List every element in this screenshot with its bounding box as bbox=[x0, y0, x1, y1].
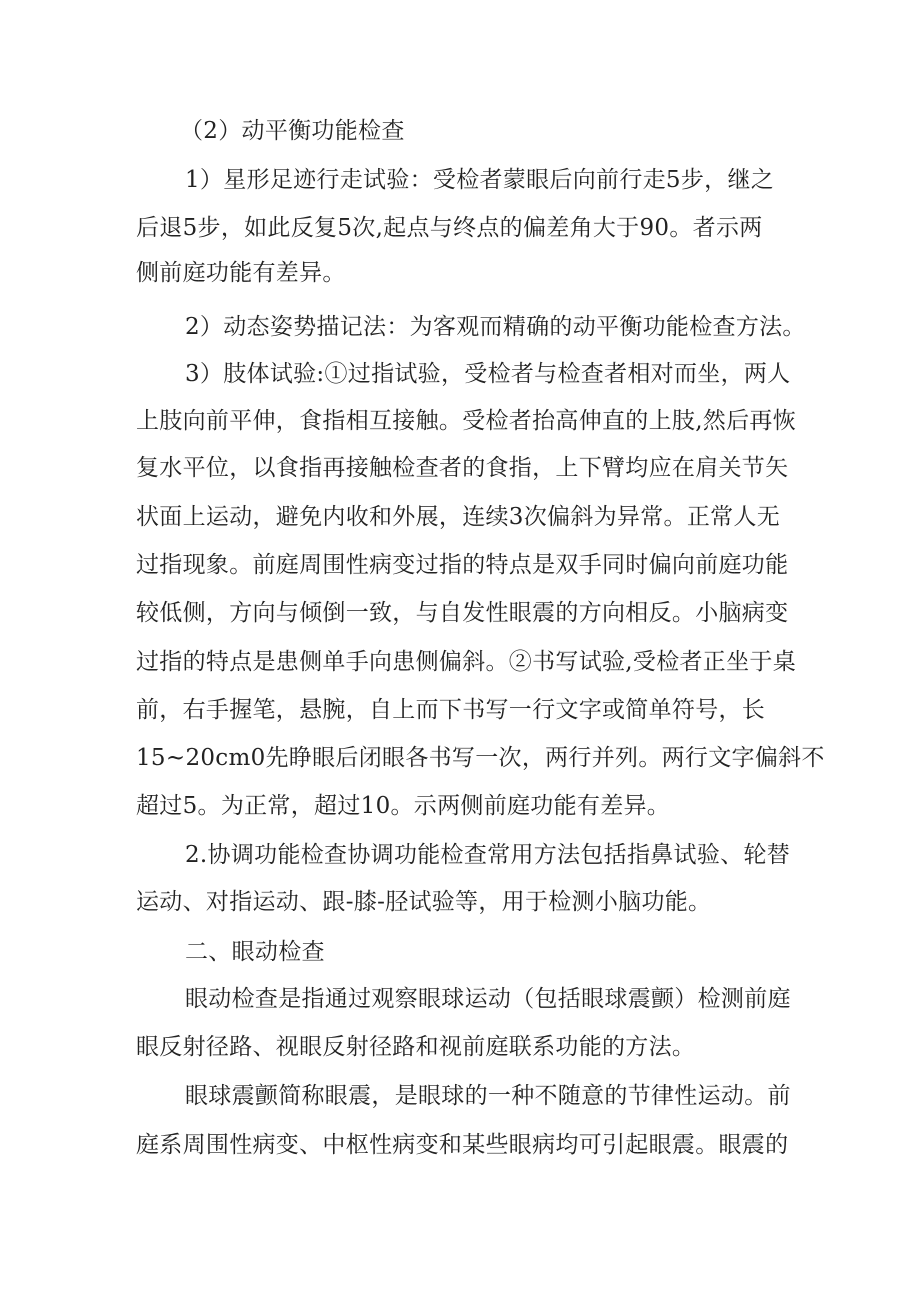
text-line: 上肢向前平伸，食指相互接触。受检者抬高伸直的上肢,然后再恢 bbox=[136, 408, 797, 434]
text-line: 过指的特点是患侧单手向患侧偏斜。②书写试验,受检者正坐于桌 bbox=[136, 649, 797, 675]
text-line: 二、眼动检查 bbox=[185, 939, 325, 965]
text-line: 2）动态姿势描记法：为客观而精确的动平衡功能检查方法。 bbox=[185, 314, 806, 340]
text-line: 运动、对指运动、跟-膝-胫试验等，用于检测小脑功能。 bbox=[136, 889, 712, 915]
text-line: 侧前庭功能有差异。 bbox=[136, 260, 346, 286]
text-line: 超过5。为正常，超过10。示两侧前庭功能有差异。 bbox=[136, 793, 671, 819]
text-line: 后退5步，如此反复5次,起点与终点的偏差角大于90。者示两 bbox=[136, 215, 763, 241]
text-line: 复水平位，以食指再接触检查者的食指，上下臂均应在肩关节矢 bbox=[136, 455, 789, 481]
text-line: 眼动检查是指通过观察眼球运动（包括眼球震颤）检测前庭 bbox=[185, 986, 791, 1012]
text-line: 前，右手握笔，悬腕，自上而下书写一行文字或简单符号，长 bbox=[136, 697, 766, 723]
text-line: （2）动平衡功能检查 bbox=[180, 118, 405, 144]
text-line: 15~20cm0先睁眼后闭眼各书写一次，两行并列。两行文字偏斜不 bbox=[136, 745, 825, 771]
text-line: 3）肢体试验:①过指试验，受检者与检查者相对而坐，两人 bbox=[185, 361, 791, 387]
text-line: 2.协调功能检查协调功能检查常用方法包括指鼻试验、轮替 bbox=[185, 842, 791, 868]
text-line: 较低侧，方向与倾倒一致，与自发性眼震的方向相反。小脑病变 bbox=[136, 600, 789, 626]
text-line: 过指现象。前庭周围性病变过指的特点是双手同时偏向前庭功能 bbox=[136, 552, 789, 578]
text-line: 状面上运动，避免内收和外展，连续3次偏斜为异常。正常人无 bbox=[136, 504, 781, 530]
text-line: 眼反射径路、视眼反射径路和视前庭联系功能的方法。 bbox=[136, 1034, 696, 1060]
text-line: 1）星形足迹行走试验：受检者蒙眼后向前行走5步，继之 bbox=[185, 167, 775, 193]
text-line: 眼球震颤简称眼震，是眼球的一种不随意的节律性运动。前 bbox=[185, 1083, 791, 1109]
text-line: 庭系周围性病变、中枢性病变和某些眼病均可引起眼震。眼震的 bbox=[136, 1132, 789, 1158]
